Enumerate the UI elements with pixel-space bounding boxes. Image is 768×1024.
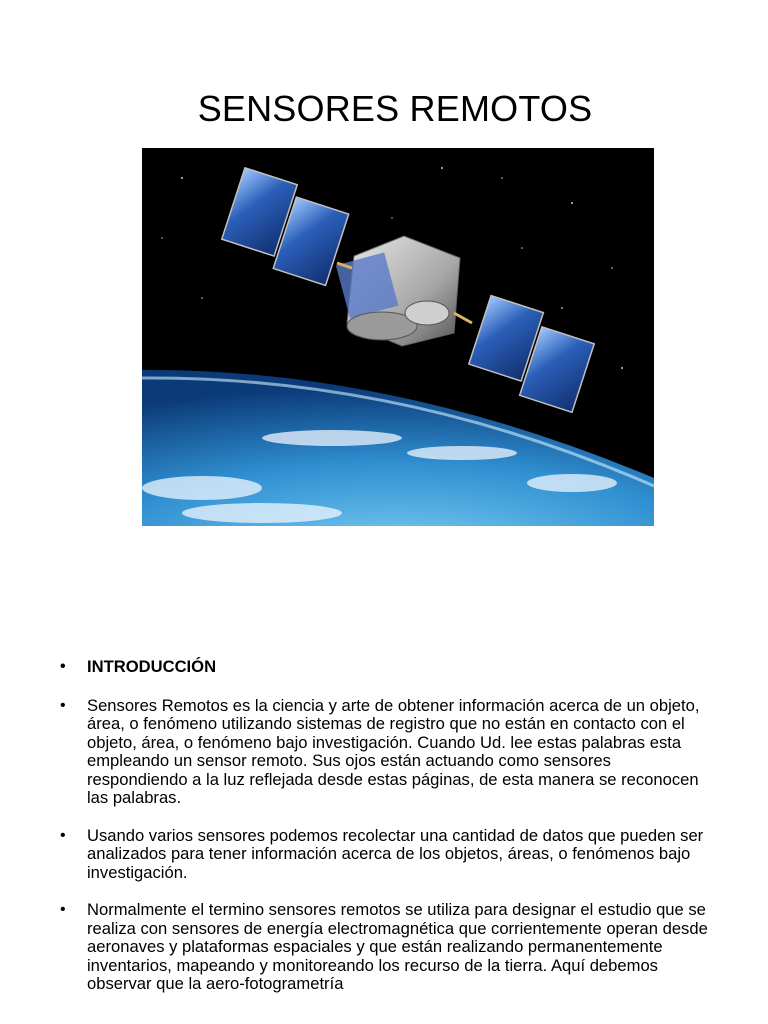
satellite-image [142,148,654,526]
bullet-introduccion-heading: • INTRODUCCIÓN [60,658,710,677]
bullet-definition: • Sensores Remotos es la ciencia y arte de obtener información acerca de un objeto, área, o fenómeno utilizando sistemas de registro que no están en contacto con el objeto, área, o fenómeno bajo investigación. Cuando Ud. lee estas palabras esta empleando un sensor remoto. Sus ojos están actuando como sensores respondiendo a la luz reflejada desde estas páginas, de esta manera se reconocen las palabras. [60,697,710,808]
bullet-data-collection: • Usando varios sensores podemos recolectar una cantidad de datos que pueden ser analizados para tener información acerca de los objetos, áreas, o fenómenos bajo investigación. [60,827,710,883]
page-title: SENSORES REMOTOS [197,88,593,129]
content-bullet-list [60,658,710,1013]
bullet-electromagnetic-sensors: • Normalmente el termino sensores remotos se utiliza para designar el estudio que se realiza con sensores de energía electromagnética que corrientemente operan desde aeronaves y plataformas espaciales y que están realizando permanentemente inventarios, mapeando y monitoreando los recurso de la tierra. Aquí debemos observar que la aero-fotogrametría [60,901,710,994]
